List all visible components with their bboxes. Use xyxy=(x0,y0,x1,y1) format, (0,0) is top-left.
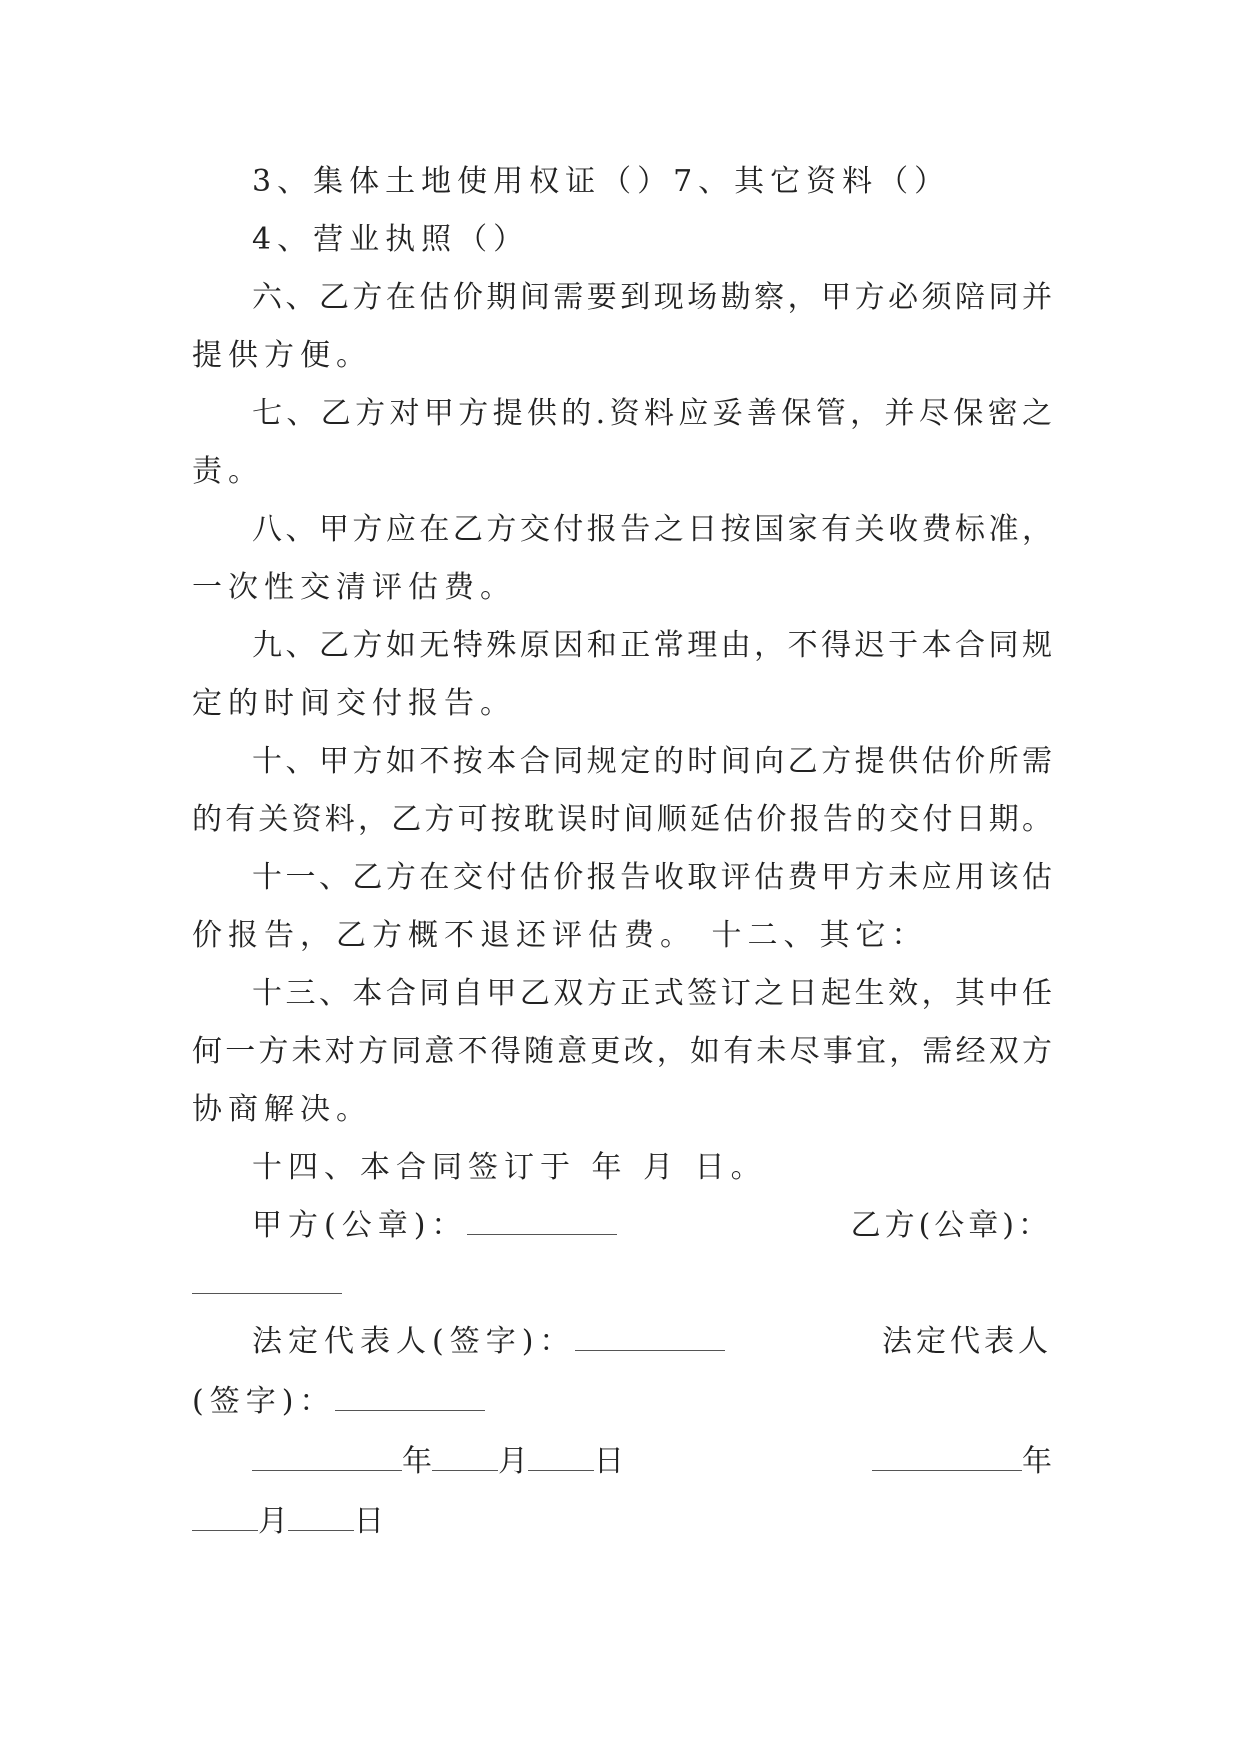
clause-line: 3、集体土地使用权证（）7、其它资料（） xyxy=(252,164,951,199)
clause-line: 十三、本合同自甲乙双方正式签订之日起生效，其中任 xyxy=(252,976,1052,1011)
clause-line: 十四、本合同签订于 年 月 日。 xyxy=(252,1150,767,1185)
clause-line: 十、甲方如不按本合同规定的时间向乙方提供估价所需 xyxy=(252,744,1052,779)
party-b-seal-label: 乙方(公章)： xyxy=(850,1208,1052,1243)
date-b-day-label: 日 xyxy=(354,1504,384,1539)
date-b-year xyxy=(872,1444,1052,1480)
clause-line: 八、甲方应在乙方交付报告之日按国家有关收费标准， xyxy=(252,512,1052,547)
party-a-seal-label: 甲方(公章)： xyxy=(252,1208,468,1243)
clause-line: 六、乙方在估价期间需要到现场勘察，甲方必须陪同并 xyxy=(252,280,1052,315)
clause-line: 何一方未对方同意不得随意更改，如有未尽事宜，需经双方 xyxy=(192,1034,1052,1069)
date-a-year-label: 年 xyxy=(402,1444,432,1479)
date-a xyxy=(252,1444,624,1480)
legal-rep-a-blank xyxy=(575,1324,725,1351)
clause-line: 提供方便。 xyxy=(192,338,372,373)
date-a-day-blank xyxy=(528,1444,594,1471)
date-b-month-label: 月 xyxy=(258,1504,288,1539)
date-b-year-label: 年 xyxy=(1022,1444,1052,1479)
clause-line: 价报告，乙方概不退还评估费。 十二、其它： xyxy=(192,918,928,953)
legal-rep-b-blank xyxy=(335,1384,485,1411)
clause-line: 九、乙方如无特殊原因和正常理由，不得迟于本合同规 xyxy=(252,628,1052,663)
clause-line: 协商解决。 xyxy=(192,1092,372,1127)
date-a-month-blank xyxy=(432,1444,498,1471)
clause-line: 七、乙方对甲方提供的.资料应妥善保管，并尽保密之 xyxy=(252,396,1052,431)
clause-line: 4、营业执照（） xyxy=(252,222,530,257)
date-a-year-blank xyxy=(252,1444,402,1471)
legal-rep-b-label: 法定代表人 xyxy=(882,1324,1052,1359)
clause-line: 责。 xyxy=(192,454,264,489)
legal-rep-a xyxy=(252,1324,725,1360)
date-b-month-blank xyxy=(192,1504,258,1531)
clause-line: 一次性交清评估费。 xyxy=(192,570,516,605)
clause-line: 十一、乙方在交付估价报告收取评估费甲方未应用该估 xyxy=(252,860,1052,895)
date-b-month-day xyxy=(192,1504,384,1540)
legal-rep-b-cont xyxy=(192,1384,485,1420)
date-b-day-blank xyxy=(288,1504,354,1531)
clause-line: 的有关资料，乙方可按耽误时间顺延估价报告的交付日期。 xyxy=(192,802,1052,837)
party-a-seal-blank xyxy=(467,1208,617,1235)
party-b-seal-blank xyxy=(192,1292,342,1294)
legal-rep-b-cont-label: (签字)： xyxy=(192,1384,336,1419)
date-b-year-blank xyxy=(872,1444,1022,1471)
legal-rep-a-label: 法定代表人(签字)： xyxy=(252,1324,576,1359)
clause-line: 定的时间交付报告。 xyxy=(192,686,516,721)
date-a-month-label: 月 xyxy=(498,1444,528,1479)
date-a-day-label: 日 xyxy=(594,1444,624,1479)
party-a-seal xyxy=(252,1208,617,1244)
